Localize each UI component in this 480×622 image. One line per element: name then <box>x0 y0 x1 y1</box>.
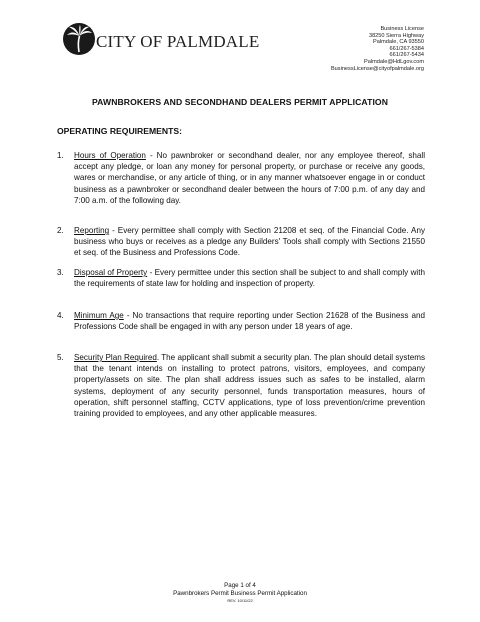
requirement-number: 5. <box>57 353 64 362</box>
requirement-item <box>57 225 425 259</box>
requirement-text: . The applicant shall submit a security plan. The plan should detail systems that the tenant intends on installing to protect patrons, visitors, employees, and company property/assets on site. The plan shall address issues such as safes to be installed, alarm systems, deployment of any security personnel, funds transportation measures, hours of operation, shift personnel staffing, CCTV applications, type of loss prevention/crime prevention training provided to employees, and any other applicable measures. <box>74 353 426 419</box>
requirement-text: - Every permittee shall comply with Section 21208 et seq. of the Financial Code. Any business who buys or receives as a pledge any Builders' Tools shall comply with Sections 21550 et seq. of the Business and Professions Code. <box>74 226 425 258</box>
section-heading: OPERATING REQUIREMENTS: <box>57 126 182 136</box>
requirement-term: Disposal of Property <box>74 268 148 277</box>
footer-document-name: Pawnbrokers Permit Business Permit Application <box>173 590 307 597</box>
contact-line: 661/267-5384 <box>389 45 424 52</box>
logo-text: CITY OF PALMDALE <box>96 32 260 51</box>
revision-label: REV. 10/11/22 <box>227 598 253 603</box>
contact-line: Business License <box>380 26 424 32</box>
contact-line: 38250 Sierra Highway <box>368 32 424 39</box>
document-title: PAWNBROKERS AND SECONDHAND DEALERS PERMIT APPLICATION <box>91 97 389 107</box>
requirement-item <box>57 310 425 332</box>
requirement-text: - No transactions that require reporting under Section 21628 of the Business and Professions Code shall be engaged in with any person under 18 years of age. <box>74 311 425 332</box>
requirement-text: - Every permittee under this section shall be subject to and shall comply with the requirements of state law for holding and inspection of property. <box>74 268 425 289</box>
requirement-number: 1. <box>57 151 64 160</box>
palm-tree-logo-icon <box>62 22 96 56</box>
requirement-term: Reporting <box>74 226 110 235</box>
requirement-text: - No pawnbroker or secondhand dealer, nor any employee thereof, shall accept any pledge, or loan any money for personal property, or purchase or receive any goods, wares or merchandise, or any article of thing, or in any manner whatsoever engage in or conduct business as a pawnbroker or secondhand dealer between the hours of 7:00 p.m. of any day and 7:00 a.m. of the following day. <box>74 151 425 205</box>
contact-block <box>331 26 424 72</box>
requirement-number: 2. <box>57 226 64 235</box>
requirement-number: 4. <box>57 311 64 320</box>
requirement-term: Security Plan Required <box>74 353 157 362</box>
page-footer <box>0 582 480 603</box>
contact-email: BusinessLicense@cityofpalmdale.org <box>330 65 424 72</box>
page-number: Page 1 of 4 <box>224 582 256 589</box>
requirement-item <box>57 267 425 289</box>
requirement-item <box>57 352 425 419</box>
requirement-term: Minimum Age <box>74 311 124 320</box>
contact-email: Palmdale@HdLgov.com <box>364 58 424 65</box>
contact-line: 661/267-5434 <box>389 52 424 59</box>
contact-line: Palmdale, CA 93550 <box>373 39 424 46</box>
requirement-term: Hours of Operation <box>74 151 146 160</box>
requirement-item <box>57 150 425 206</box>
city-logo <box>62 22 260 58</box>
requirement-number: 3. <box>57 268 64 277</box>
